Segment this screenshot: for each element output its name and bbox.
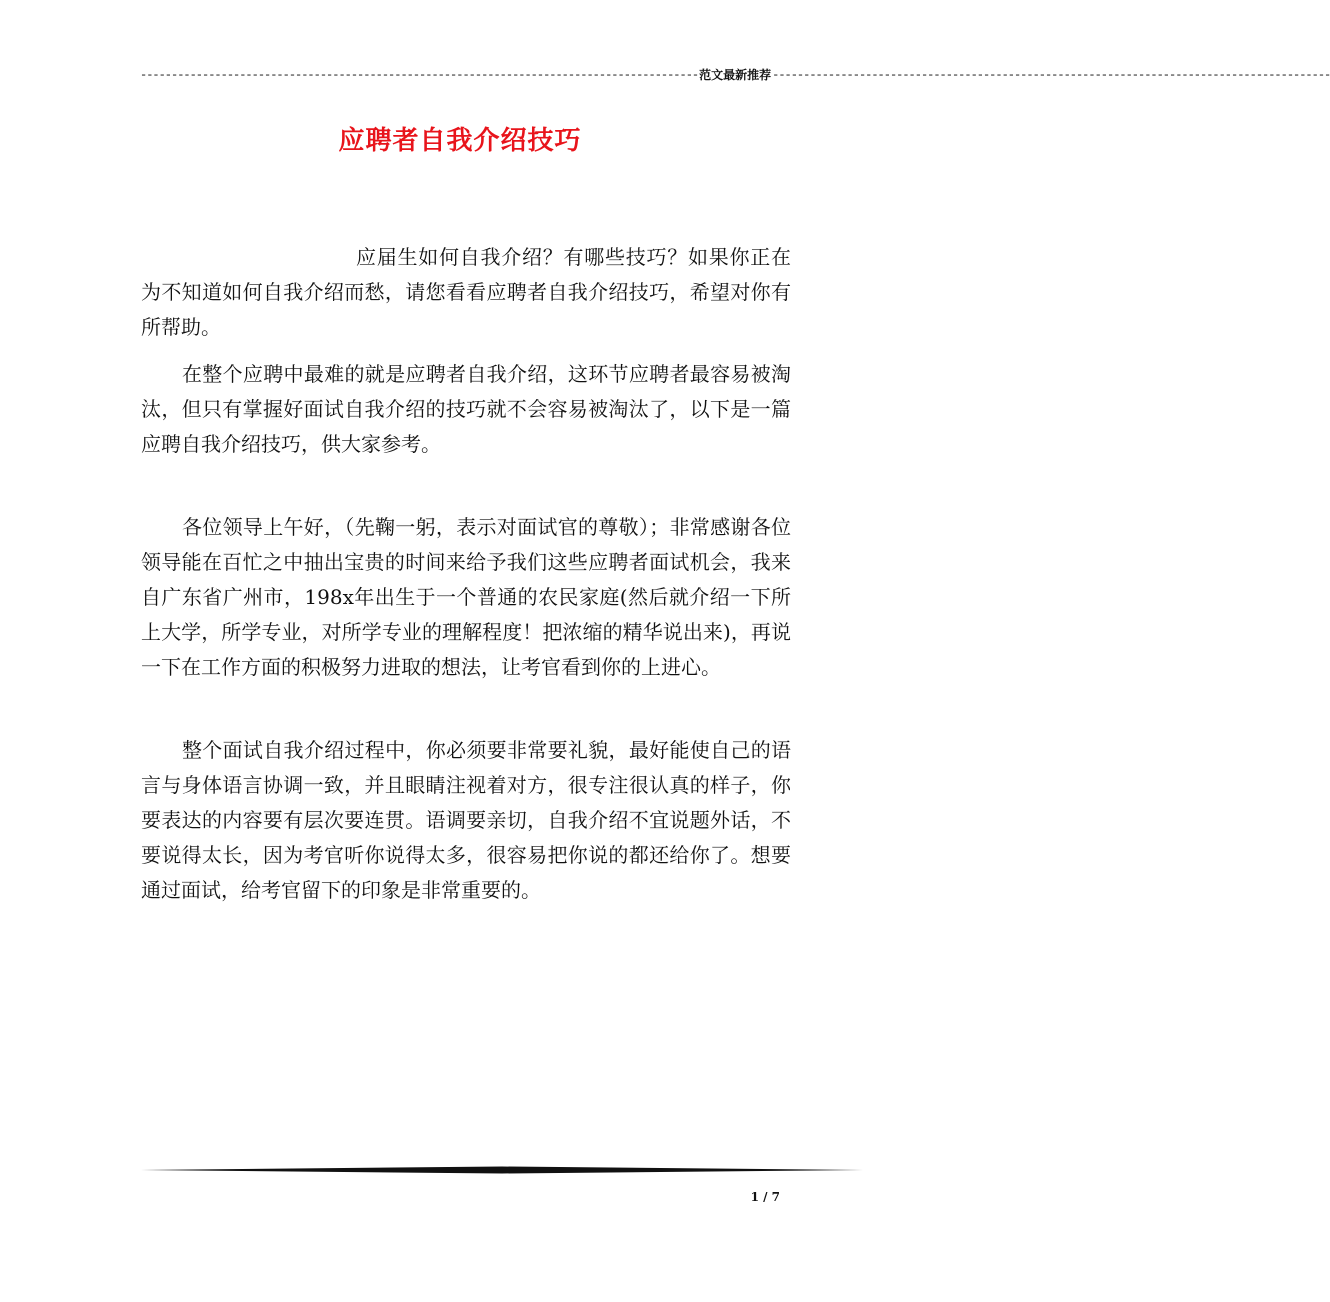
footer-divider [141, 1166, 863, 1174]
paragraph-3: 整个面试自我介绍过程中，你必须要非常要礼貌，最好能使自己的语言与身体语言协调一致，并且眼睛注视着对方，很专注很认真的样子，你要表达的内容要有层次要连贯。语调要亲切，自我介绍不宜说题外话，不要说得太长，因为考官听你说得太多，很容易把你说的都还给你了。想要通过面试，给考官留下的印象是非常重要的。 [141, 738, 791, 902]
header-right-dashes: ------------------------------------------------------------------------------------------ [772, 68, 1330, 82]
paragraph-intro: 应届生如何自我介绍？有哪些技巧？如果你正在为不知道如何自我介绍而愁，请您看看应聘者自我介绍技巧，希望对你有所帮助。 [141, 245, 791, 339]
paragraph-2: 各位领导上午好，（先鞠一躬，表示对面试官的尊敬）；非常感谢各位领导能在百忙之中抽出宝贵的时间来给予我们这些应聘者面试机会，我来自广东省广州市，198x年出生于一个普通的农民家庭(然后就介绍一下所上大学，所学专业，对所学专业的理解程度！把浓缩的精华说出来)，再说一下在工作方面的积极努力进取的想法，让考官看到你的上进心。 [141, 515, 791, 679]
document-title: 应聘者自我介绍技巧 [338, 126, 582, 156]
page-header [140, 66, 1330, 84]
page-number: 1 / 7 [750, 1190, 780, 1204]
paragraph-1: 在整个应聘中最难的就是应聘者自我介绍，这环节应聘者最容易被淘汰，但只有掌握好面试自我介绍的技巧就不会容易被淘汰了，以下是一篇应聘自我介绍技巧，供大家参考。 [141, 362, 791, 456]
header-left-dashes: ------------------------------------------------------------------------------------------ [140, 68, 699, 82]
header-label: 范文最新推荐 [699, 68, 772, 82]
document-body [141, 240, 791, 908]
